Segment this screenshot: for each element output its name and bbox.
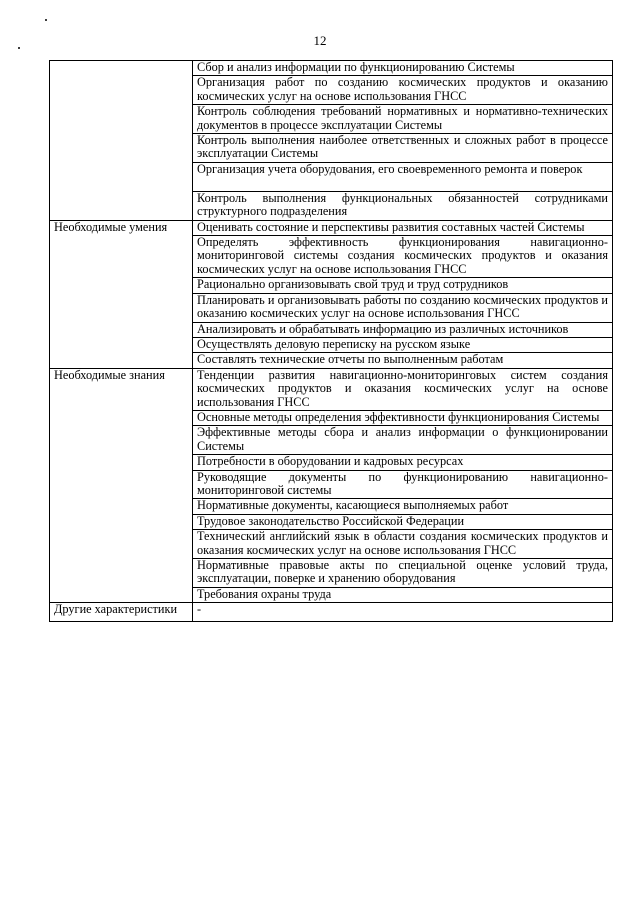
item-cell: Составлять технические отчеты по выполненным работам bbox=[193, 353, 613, 368]
item-cell: Контроль выполнения наиболее ответственных и сложных работ в процессе эксплуатации Системы bbox=[193, 134, 613, 163]
item-cell: Организация учета оборудования, его своевременного ремонта и поверок bbox=[193, 162, 613, 191]
table-row bbox=[50, 61, 613, 76]
table-row bbox=[50, 220, 613, 235]
requirements-table bbox=[49, 60, 613, 622]
item-cell: Определять эффективность функционирования навигационно-мониторинговой системы создания космических продуктов и оказания космических услуг на основе использования ГНСС bbox=[193, 236, 613, 278]
category-cell bbox=[50, 61, 193, 221]
item-cell: Анализировать и обрабатывать информацию из различных источников bbox=[193, 322, 613, 337]
item-cell: Эффективные методы сбора и анализ информации о функционировании Системы bbox=[193, 426, 613, 455]
item-cell: Осуществлять деловую переписку на русском языке bbox=[193, 337, 613, 352]
table-row bbox=[50, 603, 613, 622]
item-cell: Потребности в оборудовании и кадровых ресурсах bbox=[193, 455, 613, 470]
item-cell: Сбор и анализ информации по функционированию Системы bbox=[193, 61, 613, 76]
item-cell: Контроль выполнения функциональных обязанностей сотрудниками структурного подразделения bbox=[193, 191, 613, 220]
item-cell: Тенденции развития навигационно-мониторинговых систем создания космических продуктов и оказания космических услуг на основе использования ГНСС bbox=[193, 368, 613, 410]
item-cell: Нормативные документы, касающиеся выполняемых работ bbox=[193, 499, 613, 514]
item-cell: Нормативные правовые акты по специальной оценке условий труда, эксплуатации, поверке и хранению оборудования bbox=[193, 559, 613, 588]
item-cell: Трудовое законодательство Российской Федерации bbox=[193, 514, 613, 529]
item-cell: Руководящие документы по функционированию навигационно-мониторинговой системы bbox=[193, 470, 613, 499]
category-cell: Необходимые умения bbox=[50, 220, 193, 368]
scan-mark-dot bbox=[45, 19, 47, 21]
page-number: 12 bbox=[313, 33, 327, 48]
item-cell: Планировать и организовывать работы по созданию космических продуктов и оказанию космических услуг на основе использования ГНСС bbox=[193, 293, 613, 322]
item-cell: - bbox=[193, 603, 613, 622]
category-cell: Другие характеристики bbox=[50, 603, 193, 622]
item-cell: Требования охраны труда bbox=[193, 587, 613, 602]
item-cell: Рационально организовывать свой труд и труд сотрудников bbox=[193, 278, 613, 293]
item-cell: Технический английский язык в области создания космических продуктов и оказания космических услуг на основе использования ГНСС bbox=[193, 530, 613, 559]
table-row bbox=[50, 368, 613, 410]
item-cell: Организация работ по созданию космических продуктов и оказанию космических услуг на основе использования ГНСС bbox=[193, 76, 613, 105]
item-cell: Основные методы определения эффективности функционирования Системы bbox=[193, 410, 613, 425]
item-cell: Оценивать состояние и перспективы развития составных частей Системы bbox=[193, 220, 613, 235]
category-cell: Необходимые знания bbox=[50, 368, 193, 603]
item-cell: Контроль соблюдения требований нормативных и нормативно-технических документов в процессе эксплуатации Системы bbox=[193, 105, 613, 134]
